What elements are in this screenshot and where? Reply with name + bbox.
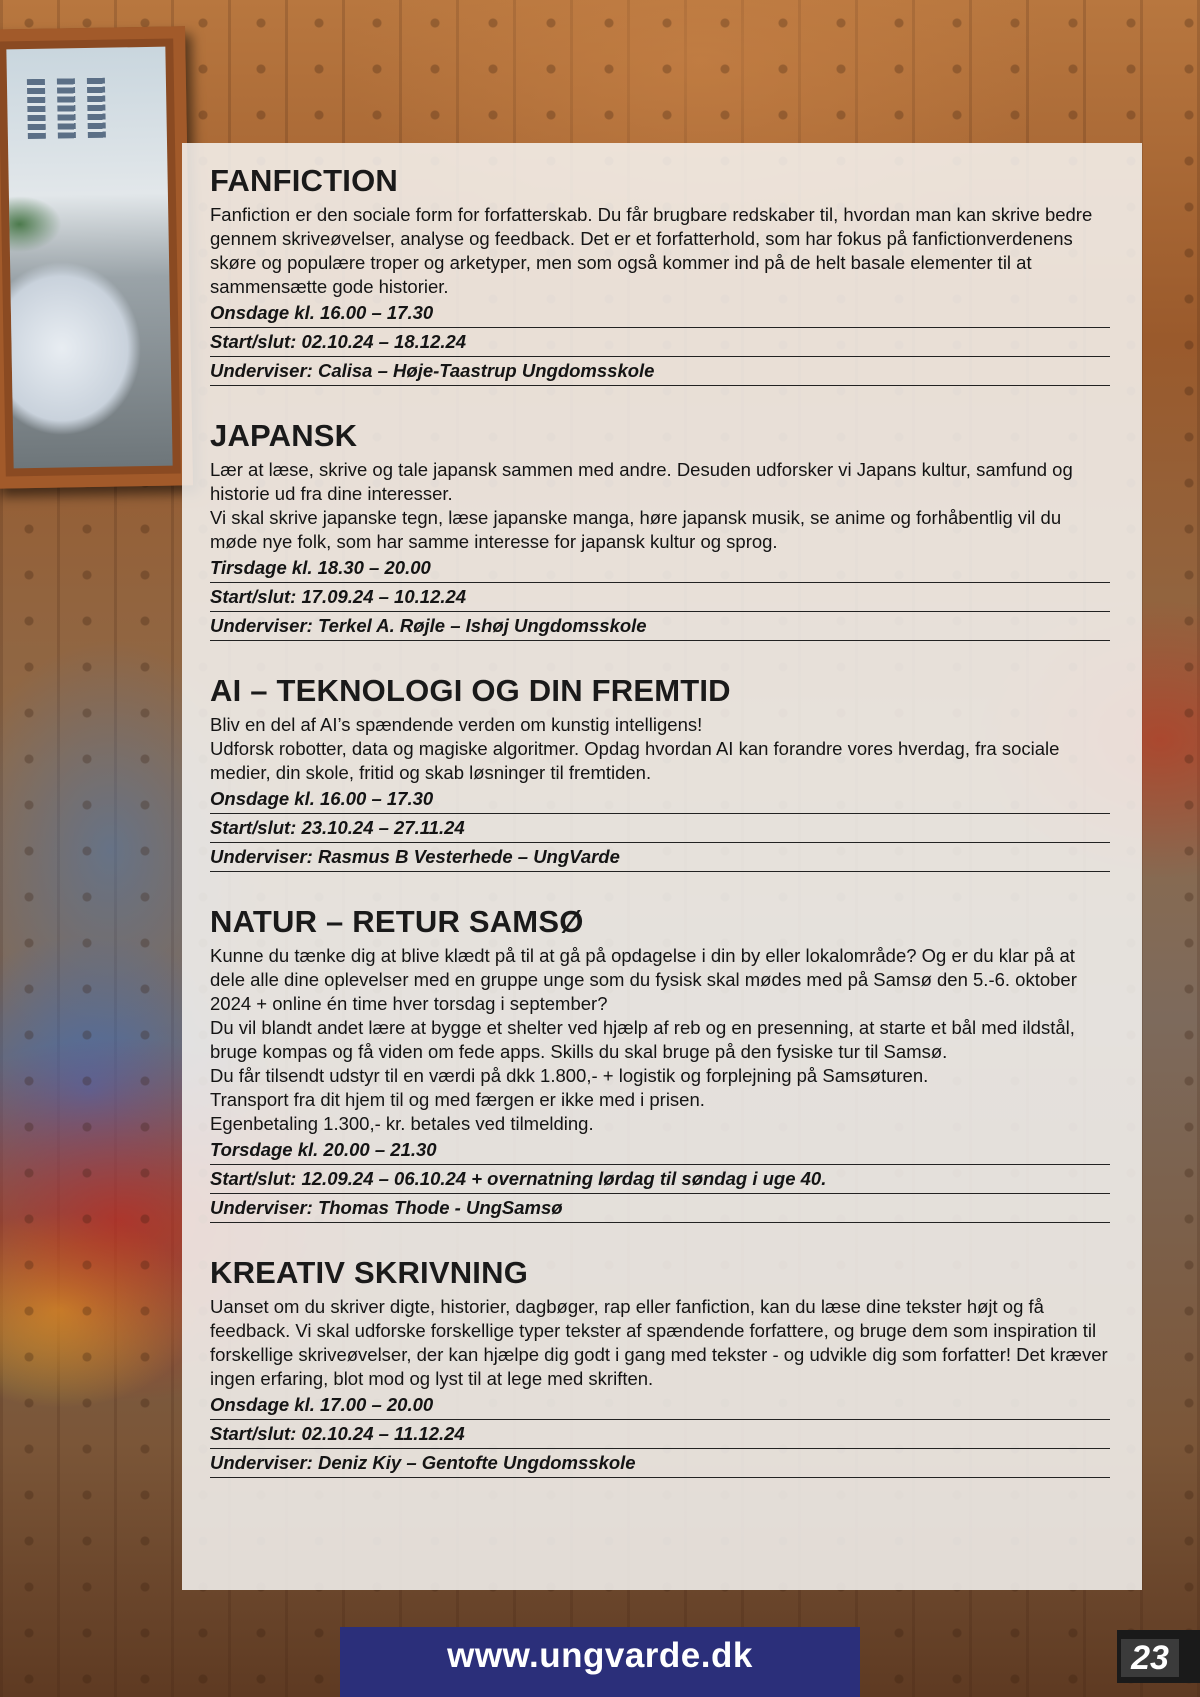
course-dates: Start/slut: 23.10.24 – 27.11.24 <box>210 814 1110 843</box>
course-description: Egenbetaling 1.300,- kr. betales ved tilmelding. <box>210 1113 594 1134</box>
course-teacher: Underviser: Rasmus B Vesterhede – UngVarde <box>210 843 1110 872</box>
course-schedule: Onsdage kl. 17.00 – 20.00 <box>210 1391 1110 1420</box>
framed-photo <box>0 26 193 488</box>
page-number-box <box>1117 1630 1200 1683</box>
course-dates: Start/slut: 02.10.24 – 18.12.24 <box>210 328 1110 357</box>
course-teacher: Underviser: Terkel A. Røjle – Ishøj Ungdomsskole <box>210 612 1110 641</box>
course-ai <box>210 673 1110 872</box>
course-description: Du får tilsendt udstyr til en værdi på dkk 1.800,- + logistik og forplejning på Samsøturen. <box>210 1065 929 1086</box>
course-description: Uanset om du skriver digte, historier, dagbøger, rap eller fanfiction, kan du læse dine tekster højt og få feedback. Vi skal udforske forskellige typer tekster af spændende forfattere, og bruge dem som inspiration til forskellige skriveøvelser, der kan hjælpe dig godt i gang med tekster - og udvikle dig som forfatter! Det kræver ingen erfaring, blot mod og lyst til at lege med skriften. <box>210 1296 1108 1389</box>
footer-website-url[interactable]: www.ungvarde.dk <box>340 1627 860 1697</box>
course-natur-samso <box>210 904 1110 1223</box>
course-dates: Start/slut: 12.09.24 – 06.10.24 + overnatning lørdag til søndag i uge 40. <box>210 1165 1110 1194</box>
course-japansk <box>210 418 1110 641</box>
course-description: Du vil blandt andet lære at bygge et shelter ved hjælp af reb og en presenning, at starte et bål med ildstål, bruge kompas og få viden om fede apps. Skills du skal bruge på den fysiske tur til Samsø. <box>210 1017 1075 1062</box>
course-title: NATUR – RETUR SAMSØ <box>210 904 584 939</box>
course-teacher: Underviser: Thomas Thode - UngSamsø <box>210 1194 1110 1223</box>
course-teacher: Underviser: Calisa – Høje-Taastrup Ungdomsskole <box>210 357 1110 386</box>
course-listing-panel <box>182 143 1142 1590</box>
course-title: JAPANSK <box>210 418 358 453</box>
course-schedule: Tirsdage kl. 18.30 – 20.00 <box>210 554 1110 583</box>
course-dates: Start/slut: 02.10.24 – 11.12.24 <box>210 1420 1110 1449</box>
course-schedule: Onsdage kl. 16.00 – 17.30 <box>210 299 1110 328</box>
photo-person <box>6 47 172 469</box>
course-description: Lær at læse, skrive og tale japansk sammen med andre. Desuden udforsker vi Japans kultur, samfund og historie ud fra dine interesser. <box>210 459 1073 504</box>
course-schedule: Onsdage kl. 16.00 – 17.30 <box>210 785 1110 814</box>
course-teacher: Underviser: Deniz Kiy – Gentofte Ungdomsskole <box>210 1449 1110 1478</box>
course-fanfiction <box>210 163 1110 386</box>
course-description: Transport fra dit hjem til og med færgen er ikke med i prisen. <box>210 1089 705 1110</box>
course-description: Fanfiction er den sociale form for forfatterskab. Du får brugbare redskaber til, hvordan man kan skrive bedre gennem skriveøvelser, analyse og feedback. Det er et forfatterhold, som har fokus på fanfictionverdenens skøre og populære troper og arketyper, men som også kommer ind på de helt basale elementer til at sammensætte gode historier. <box>210 204 1093 297</box>
page-number: 23 <box>1121 1639 1179 1677</box>
course-kreativ-skrivning <box>210 1255 1110 1478</box>
course-title: AI – TEKNOLOGI OG DIN FREMTID <box>210 673 731 708</box>
course-description: Udforsk robotter, data og magiske algoritmer. Opdag hvordan AI kan forandre vores hverdag, fra sociale medier, din skole, fritid og skab løsninger til fremtiden. <box>210 738 1060 783</box>
course-description: Vi skal skrive japanske tegn, læse japanske manga, høre japansk musik, se anime og forhåbentlig vil du møde nye folk, som har samme interesse for japansk kultur og sprog. <box>210 507 1062 552</box>
course-description: Kunne du tænke dig at blive klædt på til at gå på opdagelse i din by eller lokalområde? Og er du klar på at dele alle dine oplevelser med en gruppe unge som du fysisk skal mødes med på Samsø den 5.-6. oktober 2024 + online én time hver torsdag i september? <box>210 945 1077 1014</box>
course-dates: Start/slut: 17.09.24 – 10.12.24 <box>210 583 1110 612</box>
course-title: FANFICTION <box>210 163 398 198</box>
course-schedule: Torsdage kl. 20.00 – 21.30 <box>210 1136 1110 1165</box>
course-title: KREATIV SKRIVNING <box>210 1255 529 1290</box>
course-description: Bliv en del af AI’s spændende verden om kunstig intelligens! <box>210 714 703 735</box>
